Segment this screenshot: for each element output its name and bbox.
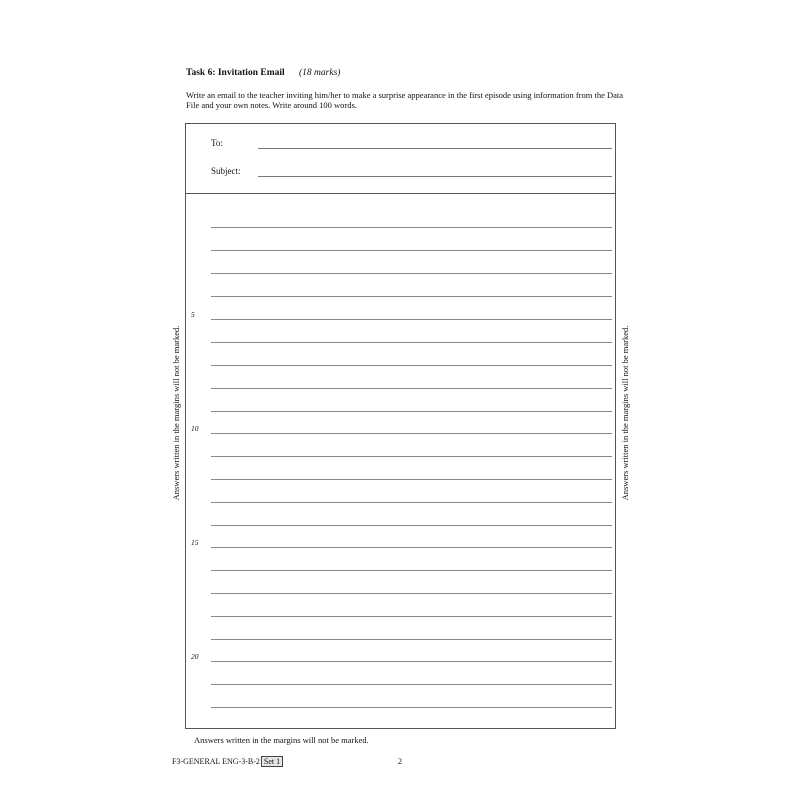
task-marks: (18 marks) — [299, 68, 341, 78]
right-margin-note: Answers written in the margins will not be marked. — [620, 325, 630, 501]
to-field[interactable] — [258, 148, 612, 149]
answer-line[interactable] — [211, 639, 612, 640]
task-header — [186, 68, 340, 78]
to-label: To: — [211, 138, 223, 148]
answer-line[interactable] — [211, 707, 612, 708]
subject-field[interactable] — [258, 176, 612, 177]
line-number-10: 10 — [191, 424, 199, 433]
line-number-15: 15 — [191, 538, 199, 547]
footer-margin-note: Answers written in the margins will not be marked. — [194, 735, 369, 745]
answer-line[interactable] — [211, 525, 612, 526]
answer-line[interactable] — [211, 547, 612, 548]
answer-line[interactable] — [211, 570, 612, 571]
page-number: 2 — [398, 757, 402, 766]
set-label: Set 1 — [261, 756, 283, 767]
line-number-20: 20 — [191, 652, 199, 661]
left-margin-note: Answers written in the margins will not be marked. — [171, 325, 181, 501]
paper-code — [172, 757, 283, 766]
answer-line[interactable] — [211, 616, 612, 617]
line-number-5: 5 — [191, 310, 195, 319]
answer-line[interactable] — [211, 456, 612, 457]
answer-line[interactable] — [211, 250, 612, 251]
answer-line[interactable] — [211, 227, 612, 228]
answer-line[interactable] — [211, 365, 612, 366]
answer-line[interactable] — [211, 388, 612, 389]
answer-line[interactable] — [211, 342, 612, 343]
task-title: Task 6: Invitation Email — [186, 68, 285, 78]
task-instructions: Write an email to the teacher inviting him/her to make a surprise appearance in the first episode using information from the Data File and your own notes. Write around 100 words. — [186, 90, 624, 110]
answer-line[interactable] — [211, 433, 612, 434]
answer-line[interactable] — [211, 593, 612, 594]
paper-code-text: F3-GENERAL ENG-3-B-2 — [172, 757, 260, 766]
answer-line[interactable] — [211, 684, 612, 685]
subject-label: Subject: — [211, 166, 241, 176]
answer-line[interactable] — [211, 502, 612, 503]
answer-line[interactable] — [211, 273, 612, 274]
answer-line[interactable] — [211, 661, 612, 662]
answer-line[interactable] — [211, 411, 612, 412]
answer-line[interactable] — [211, 319, 612, 320]
email-header-section — [186, 124, 615, 194]
answer-line[interactable] — [211, 296, 612, 297]
answer-line[interactable] — [211, 479, 612, 480]
answer-box — [185, 123, 616, 729]
